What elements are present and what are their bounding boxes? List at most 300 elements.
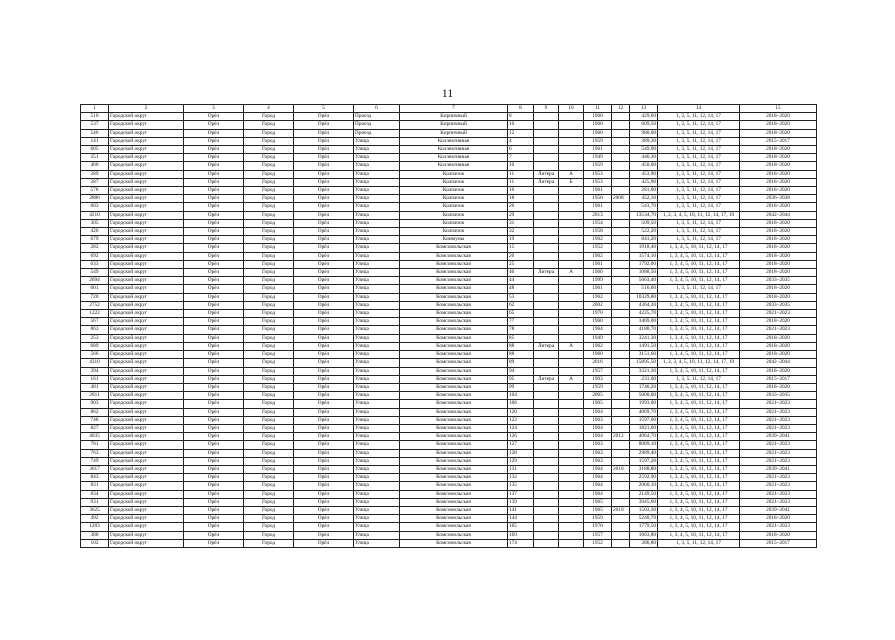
cell-settlement-type: Город [244,408,294,416]
cell-settlement-type: Город [244,441,294,449]
cell-build-year: 1959 [584,383,612,391]
cell-street-name: Комсомольская [400,498,508,506]
cell-settlement: Орёл [294,195,354,203]
cell-street-type: Улица [354,137,400,145]
cell-build-year: 1960 [584,318,612,326]
cell-municipality: Орёл [184,301,244,309]
cell-build-year: 1963 [584,375,612,383]
cell-house-number: 132 [508,474,534,482]
cell-area: 2989,40 [630,449,658,457]
cell-period: 2018–2020 [740,269,817,277]
cell-build-year: 1960 [584,113,612,121]
cell-street-type: Улица [354,383,400,391]
cell-reconstruction-year [612,515,630,523]
cell-settlement: Орёл [294,260,354,268]
cell-reconstruction-year [612,351,630,359]
cell-reconstruction-year [612,498,630,506]
cell-works-list: 1, 3, 4, 5, 10, 11, 12, 14, 17 [658,490,740,498]
cell-municipality: Орёл [184,416,244,424]
cell-street-name: Комсомольская [400,310,508,318]
cell-period: 2033–2035 [740,277,817,285]
cell-works-list: 1, 3, 5, 11, 12, 14, 17 [658,162,740,170]
cell-reg-number: 862 [81,408,109,416]
cell-municipality-type: Городской округ [109,244,184,252]
cell-period: 2021–2023 [740,474,817,482]
cell-settlement: Орёл [294,523,354,531]
cell-street-type: Проезд [354,113,400,121]
cell-reconstruction-year [612,244,630,252]
cell-works-list: 1, 3, 4, 5, 10, 11, 12, 14, 17 [658,531,740,539]
cell-reconstruction-year [612,375,630,383]
cell-letter [559,334,584,342]
cell-municipality: Орёл [184,334,244,342]
column-number: 12 [612,105,630,113]
cell-reg-number: 388 [81,531,109,539]
cell-street-type: Улица [354,506,400,514]
cell-works-list: 1, 3, 4, 5, 10, 11, 12, 14, 17 [658,351,740,359]
cell-municipality-type: Городской округ [109,441,184,449]
cell-works-list: 1, 3, 4, 5, 10, 11, 12, 14, 17 [658,342,740,350]
cell-settlement-type: Город [244,515,294,523]
cell-reconstruction-year [612,482,630,490]
cell-house-number: 62 [508,301,534,309]
cell-house-number: 20 [508,252,534,260]
cell-period: 2018–2020 [740,293,817,301]
cell-letter-label [534,449,559,457]
cell-municipality-type: Городской округ [109,121,184,129]
cell-street-name: Комсомольская [400,490,508,498]
table-row [81,129,817,137]
cell-street-type: Улица [354,203,400,211]
cell-settlement-type: Город [244,121,294,129]
cell-house-number: 29 [508,211,534,219]
cell-street-name: Комсомольская [400,449,508,457]
cell-reconstruction-year [612,154,630,162]
cell-municipality-type: Городской округ [109,285,184,293]
cell-works-list: 1, 3, 5, 11, 12, 14, 17 [658,187,740,195]
cell-street-name: Колпачок [400,219,508,227]
cell-period: 2033–2035 [740,392,817,400]
cell-municipality: Орёл [184,424,244,432]
cell-municipality-type: Городской округ [109,187,184,195]
cell-street-name: Комсомольская [400,482,508,490]
cell-house-number: 135 [508,482,534,490]
cell-street-name: Коллективная [400,146,508,154]
cell-house-number: 137 [508,490,534,498]
cell-settlement-type: Город [244,211,294,219]
cell-street-name: Комсомольская [400,416,508,424]
cell-build-year: 1961 [584,260,612,268]
cell-letter [559,523,584,531]
cell-house-number: 65 [508,310,534,318]
cell-reconstruction-year [612,318,630,326]
cell-letter [559,154,584,162]
cell-letter [559,531,584,539]
cell-house-number: 88 [508,342,534,350]
cell-settlement-type: Город [244,465,294,473]
cell-settlement: Орёл [294,121,354,129]
cell-reg-number: 831 [81,482,109,490]
cell-period: 2033–2035 [740,301,817,309]
cell-area: 4364,30 [630,301,658,309]
cell-works-list: 1, 3, 5, 11, 12, 14, 17 [658,170,740,178]
cell-reg-number: 3617 [81,465,109,473]
cell-street-name: Коллективная [400,137,508,145]
cell-street-type: Проезд [354,121,400,129]
cell-letter [559,219,584,227]
cell-period: 2018–2020 [740,146,817,154]
cell-house-number: 88 [508,351,534,359]
cell-area: 1597,20 [630,457,658,465]
cell-reconstruction-year [612,457,630,465]
cell-works-list: 1, 3, 5, 11, 12, 14, 17 [658,113,740,121]
table-row [81,195,817,203]
cell-settlement: Орёл [294,367,354,375]
cell-works-list: 1, 3, 4, 5, 10, 11, 12, 14, 17 [658,465,740,473]
cell-municipality-type: Городской округ [109,195,184,203]
cell-reg-number: 481 [81,383,109,391]
cell-reconstruction-year [612,211,630,219]
cell-reconstruction-year [612,424,630,432]
cell-settlement: Орёл [294,359,354,367]
table-row [81,392,817,400]
cell-house-number: 99 [508,383,534,391]
cell-municipality: Орёл [184,318,244,326]
table-row [81,137,817,145]
cell-reg-number: 903 [81,400,109,408]
cell-street-type: Улица [354,310,400,318]
cell-letter-label [534,252,559,260]
cell-reconstruction-year [612,121,630,129]
cell-municipality: Орёл [184,137,244,145]
cell-letter-label [534,244,559,252]
table-row [81,293,817,301]
cell-area: 15895,50 [630,359,658,367]
cell-house-number: 144 [508,515,534,523]
cell-house-number: 4 [508,137,534,145]
cell-area: 549,90 [630,146,658,154]
cell-street-name: Комсомольская [400,367,508,375]
cell-reconstruction-year [612,187,630,195]
cell-area: 1993,00 [630,400,658,408]
cell-municipality-type: Городской округ [109,359,184,367]
cell-reconstruction-year [612,342,630,350]
cell-street-type: Улица [354,154,400,162]
cell-settlement-type: Город [244,260,294,268]
cell-area: 841,20 [630,236,658,244]
cell-letter-label [534,482,559,490]
cell-letter [559,359,584,367]
cell-build-year: 2013 [584,211,612,219]
cell-works-list: 1, 3, 4, 5, 10, 11, 12, 14, 17 [658,293,740,301]
cell-period: 2018–2020 [740,228,817,236]
cell-settlement-type: Город [244,490,294,498]
cell-reg-number: 492 [81,515,109,523]
cell-street-type: Улица [354,293,400,301]
cell-house-number: 128 [508,449,534,457]
cell-house-number: 19 [508,236,534,244]
cell-reg-number: 633 [81,260,109,268]
cell-period: 2018–2020 [740,162,817,170]
cell-period: 2018–2020 [740,236,817,244]
cell-municipality-type: Городской округ [109,334,184,342]
cell-reg-number: 2886 [81,195,109,203]
cell-letter [559,293,584,301]
cell-reg-number: 4035 [81,433,109,441]
cell-letter-label [534,474,559,482]
cell-build-year: 1965 [584,498,612,506]
cell-municipality: Орёл [184,252,244,260]
cell-letter [559,244,584,252]
cell-municipality: Орёл [184,260,244,268]
cell-letter-label [534,531,559,539]
cell-settlement-type: Город [244,277,294,285]
cell-reg-number: 253 [81,334,109,342]
cell-municipality: Орёл [184,129,244,137]
cell-house-number: 122 [508,416,534,424]
cell-reconstruction-year: 2010 [612,506,630,514]
cell-area: 453,90 [630,170,658,178]
cell-municipality: Орёл [184,531,244,539]
table-row [81,474,817,482]
cell-house-number: 165 [508,523,534,531]
cell-period: 2015–2017 [740,375,817,383]
cell-period: 2018–2020 [740,334,817,342]
cell-period: 2018–2020 [740,154,817,162]
cell-build-year: 1962 [584,293,612,301]
cell-street-type: Улица [354,367,400,375]
cell-letter [559,498,584,506]
cell-house-number: 124 [508,424,534,432]
cell-reg-number: 763 [81,449,109,457]
cell-reg-number: 287 [81,178,109,186]
cell-reg-number: 781 [81,441,109,449]
cell-reg-number: 2752 [81,301,109,309]
cell-settlement-type: Город [244,293,294,301]
cell-period: 2018–2020 [740,367,817,375]
cell-letter [559,506,584,514]
cell-municipality: Орёл [184,482,244,490]
cell-period: 2021–2023 [740,408,817,416]
cell-reg-number: 3625 [81,506,109,514]
cell-reg-number: 2811 [81,392,109,400]
table-row [81,515,817,523]
table-row [81,523,817,531]
table-row [81,539,817,547]
cell-build-year: 1960 [584,351,612,359]
cell-works-list: 1, 3, 4, 5, 10, 11, 12, 14, 17 [658,310,740,318]
cell-reg-number: 460 [81,162,109,170]
cell-area: 543,70 [630,203,658,211]
cell-street-name: Комсомольская [400,375,508,383]
cell-letter-label [534,383,559,391]
cell-area: 389,30 [630,137,658,145]
cell-reconstruction-year [612,326,630,334]
cell-municipality-type: Городской округ [109,523,184,531]
cell-settlement: Орёл [294,515,354,523]
cell-house-number: 18 [508,195,534,203]
cell-settlement: Орёл [294,351,354,359]
cell-reg-number: 2694 [81,277,109,285]
cell-street-type: Улица [354,400,400,408]
cell-street-type: Улица [354,269,400,277]
cell-house-number: 78 [508,326,534,334]
table-row [81,433,817,441]
cell-municipality-type: Городской округ [109,293,184,301]
cell-build-year: 2002 [584,301,612,309]
cell-municipality-type: Городской округ [109,490,184,498]
cell-area: 509,50 [630,219,658,227]
cell-period: 2021–2023 [740,310,817,318]
cell-house-number: 25 [508,260,534,268]
cell-house-number: 127 [508,441,534,449]
cell-settlement-type: Город [244,457,294,465]
cell-area: 452,10 [630,195,658,203]
cell-municipality-type: Городской округ [109,482,184,490]
cell-area: 3241,30 [630,334,658,342]
cell-street-type: Улица [354,170,400,178]
cell-street-type: Улица [354,178,400,186]
cell-street-type: Улица [354,433,400,441]
cell-settlement-type: Город [244,187,294,195]
cell-letter-label [534,113,559,121]
cell-area: 10329,80 [630,293,658,301]
cell-build-year: 1962 [584,236,612,244]
cell-settlement-type: Город [244,195,294,203]
cell-reg-number: 863 [81,326,109,334]
cell-street-type: Улица [354,244,400,252]
cell-settlement-type: Город [244,244,294,252]
cell-build-year: 1964 [584,408,612,416]
cell-municipality-type: Городской округ [109,260,184,268]
column-number: 5 [294,105,354,113]
cell-build-year: 1961 [584,285,612,293]
cell-letter-label [534,424,559,432]
cell-street-name: Комсомольская [400,457,508,465]
cell-house-number: 16 [508,187,534,195]
cell-reconstruction-year [612,301,630,309]
cell-build-year: 1963 [584,416,612,424]
cell-area: 2060,10 [630,482,658,490]
cell-area: 1088,50 [630,269,658,277]
table-row [81,506,817,514]
cell-municipality-type: Городской округ [109,228,184,236]
cell-settlement-type: Город [244,523,294,531]
cell-house-number: 10 [508,162,534,170]
cell-municipality: Орёл [184,293,244,301]
cell-reg-number: 567 [81,318,109,326]
cell-works-list: 1, 3, 5, 11, 12, 14, 17 [658,375,740,383]
cell-settlement: Орёл [294,301,354,309]
cell-municipality: Орёл [184,195,244,203]
cell-period: 2039–2041 [740,506,817,514]
cell-house-number: 77 [508,318,534,326]
cell-street-type: Улица [354,342,400,350]
cell-reg-number: 546 [81,129,109,137]
cell-letter-label [534,236,559,244]
table-row [81,400,817,408]
cell-settlement: Орёл [294,416,354,424]
cell-street-type: Улица [354,162,400,170]
cell-settlement-type: Город [244,285,294,293]
cell-street-name: Комсомольская [400,539,508,547]
cell-reg-number: 843 [81,474,109,482]
cell-street-name: Коммуны [400,236,508,244]
cell-municipality: Орёл [184,154,244,162]
cell-period: 2042–2044 [740,359,817,367]
cell-municipality-type: Городской округ [109,211,184,219]
cell-letter-label [534,457,559,465]
cell-works-list: 1, 3, 5, 11, 12, 14, 17 [658,137,740,145]
cell-reg-number: 1203 [81,523,109,531]
cell-build-year: 1964 [584,433,612,441]
cell-letter-label [534,154,559,162]
cell-settlement-type: Город [244,269,294,277]
table-row [81,187,817,195]
cell-period: 2018–2020 [740,203,817,211]
cell-reconstruction-year [612,137,630,145]
cell-settlement: Орёл [294,531,354,539]
cell-settlement: Орёл [294,490,354,498]
cell-works-list: 1, 3, 4, 5, 10, 11, 12, 14, 17 [658,400,740,408]
table-row [81,531,817,539]
cell-house-number: 40 [508,269,534,277]
cell-municipality-type: Городской округ [109,531,184,539]
cell-street-type: Улица [354,539,400,547]
cell-municipality: Орёл [184,342,244,350]
cell-period: 2018–2020 [740,515,817,523]
cell-reconstruction-year [612,400,630,408]
cell-municipality: Орёл [184,400,244,408]
cell-settlement-type: Город [244,375,294,383]
cell-municipality-type: Городской округ [109,113,184,121]
cell-reg-number: 601 [81,285,109,293]
cell-letter [559,187,584,195]
cell-works-list: 1, 3, 4, 5, 10, 11, 12, 14, 17 [658,474,740,482]
cell-street-name: Колпачок [400,228,508,236]
cell-works-list: 1, 3, 4, 5, 10, 11, 12, 14, 17 [658,392,740,400]
cell-house-number: 15 [508,244,534,252]
table-row [81,465,817,473]
cell-letter [559,449,584,457]
cell-reconstruction-year [612,236,630,244]
cell-works-list: 1, 3, 4, 5, 10, 11, 12, 14, 17 [658,457,740,465]
column-number: 14 [658,105,740,113]
cell-street-type: Улица [354,449,400,457]
cell-house-number: 11 [508,178,534,186]
cell-street-type: Улица [354,146,400,154]
cell-letter-label [534,465,559,473]
cell-reconstruction-year [612,269,630,277]
cell-build-year: 1949 [584,334,612,342]
cell-build-year: 2005 [584,392,612,400]
cell-area: 1491,50 [630,342,658,350]
cell-reg-number: 102 [81,539,109,547]
cell-house-number: 120 [508,408,534,416]
cell-area: 231,00 [630,375,658,383]
cell-street-type: Улица [354,457,400,465]
cell-municipality-type: Городской округ [109,392,184,400]
cell-settlement-type: Город [244,433,294,441]
cell-letter: А [559,342,584,350]
cell-area: 3188,80 [630,465,658,473]
cell-house-number: 104 [508,392,534,400]
cell-house-number: 7 [508,154,534,162]
table-row [81,203,817,211]
cell-settlement-type: Город [244,351,294,359]
cell-settlement-type: Город [244,318,294,326]
cell-letter [559,121,584,129]
